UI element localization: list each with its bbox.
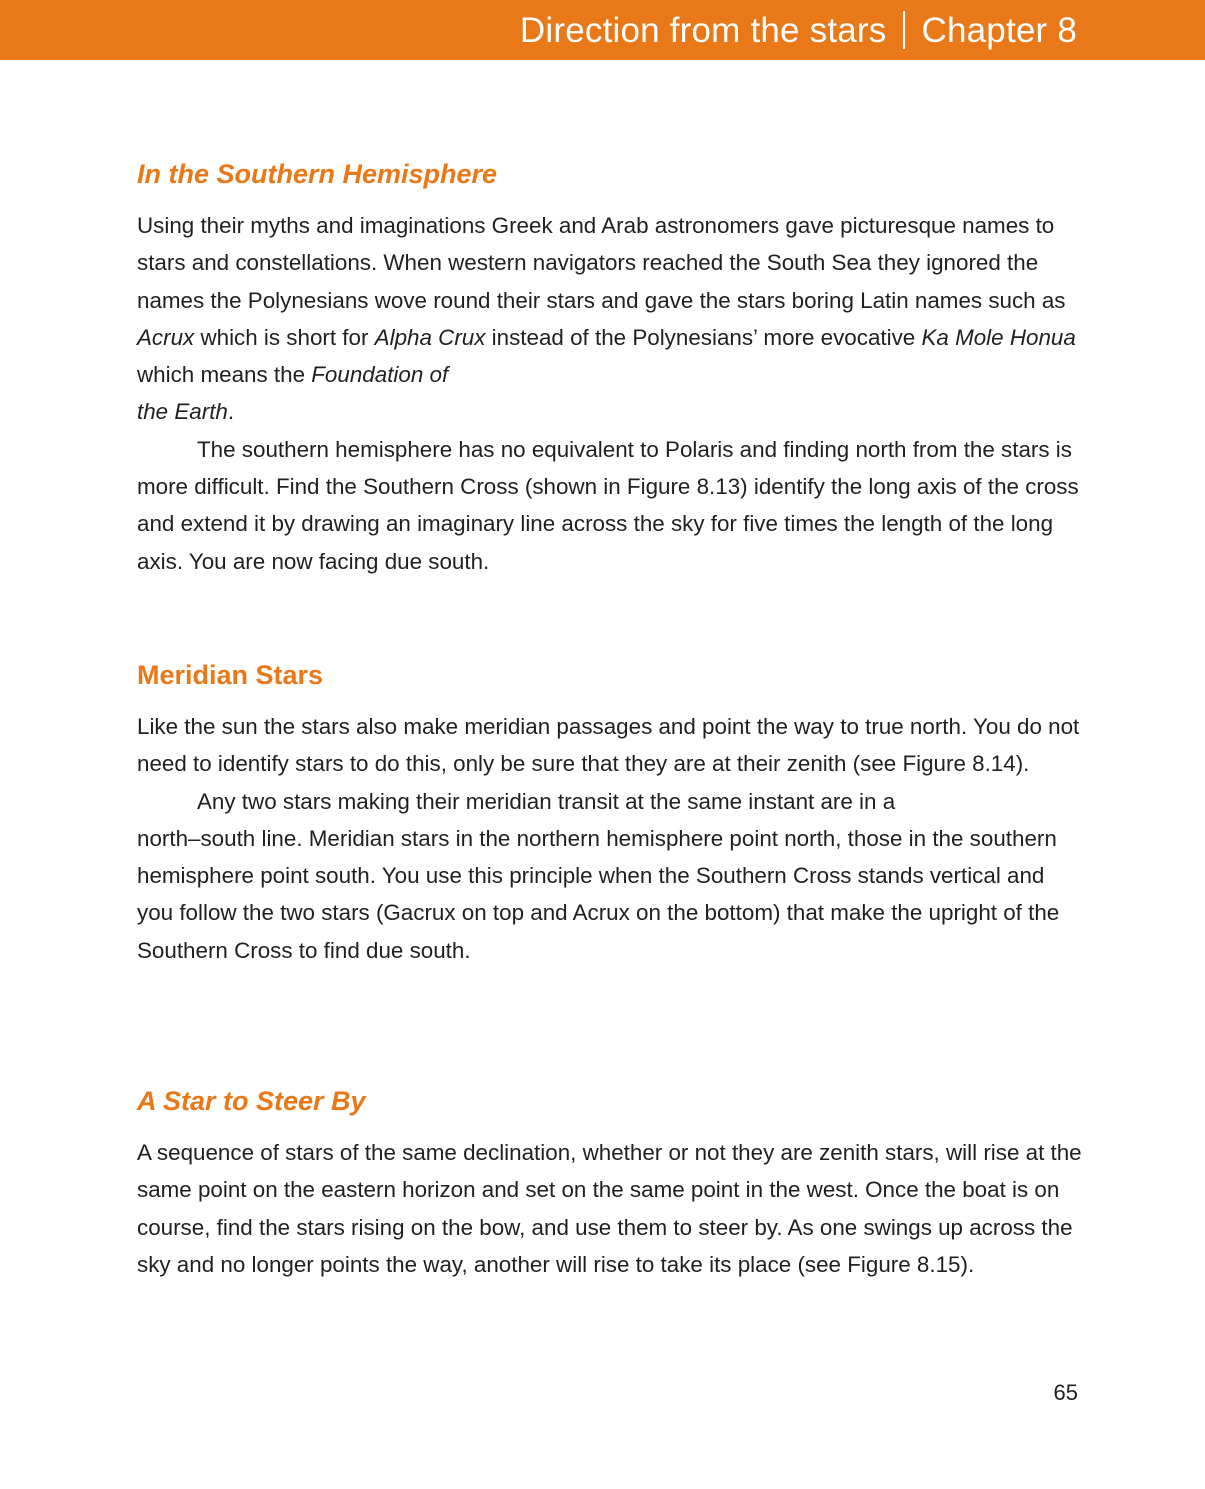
star-name: Acrux [137,324,195,350]
running-header-title: Direction from the stars [519,10,887,50]
section-southern-hemisphere [137,150,1082,580]
polynesian-name: Ka Mole Honua [921,324,1076,350]
section-heading: A Star to Steer By [137,1086,366,1116]
section-heading: Meridian Stars [137,660,324,690]
paragraph: Using their myths and imaginations Greek and Arab astronomers gave picturesque names to stars and constellations. When western navigators reached the South Sea they ignored the names the Polynesians wove round their stars and gave the stars boring Latin names such as Acrux which is short for Alpha Crux instead of the Polynesians’ more evocative Ka Mole Honua which means the Foundation of the Earth. [137,213,1076,425]
star-name: Alpha Crux [374,324,486,350]
paragraph: The southern hemisphere has no equivalent to Polaris and finding north from the stars is more difficult. Find the Southern Cross (shown in Figure 8.13) identify the long axis of the cross and extend it by drawing an imaginary line across the sky for five times the length of the long axis. You are now facing due south. [137,436,1079,574]
page-number: 65 [1053,1380,1078,1405]
running-header [520,2,1077,58]
paragraph: Any two stars making their meridian transit at the same instant are in a north–south line. Meridian stars in the northern hemisphere point north, those in the southern hemisphere point south. You use this principle when the Southern Cross stands vertical and you follow the two stars (Gacrux on top and Acrux on the bottom) that make the upright of the Southern Cross to find due south. [137,788,1060,963]
translation: the Earth [137,399,228,425]
section-star-to-steer-by [137,1077,1082,1283]
section-meridian-stars [137,651,1082,969]
paragraph: A sequence of stars of the same declination, whether or not they are zenith stars, will rise at the same point on the eastern horizon and set on the same point in the west. Once the boat is on course, find the stars rising on the bow, and use them to steer by. As one swings up across the sky and no longer points the way, another will rise to take its place (see Figure 8.15). [137,1140,1082,1277]
translation: Foundation of [311,362,449,388]
section-heading: In the Southern Hemisphere [137,159,498,189]
running-header-chapter: Chapter 8 [921,10,1077,50]
paragraph: Like the sun the stars also make meridian passages and point the way to true north. You do not need to identify stars to do this, only be sure that they are at their zenith (see Figure 8.14). [137,714,1080,777]
header-separator [903,11,905,49]
chapter-header-bar [0,0,1205,60]
